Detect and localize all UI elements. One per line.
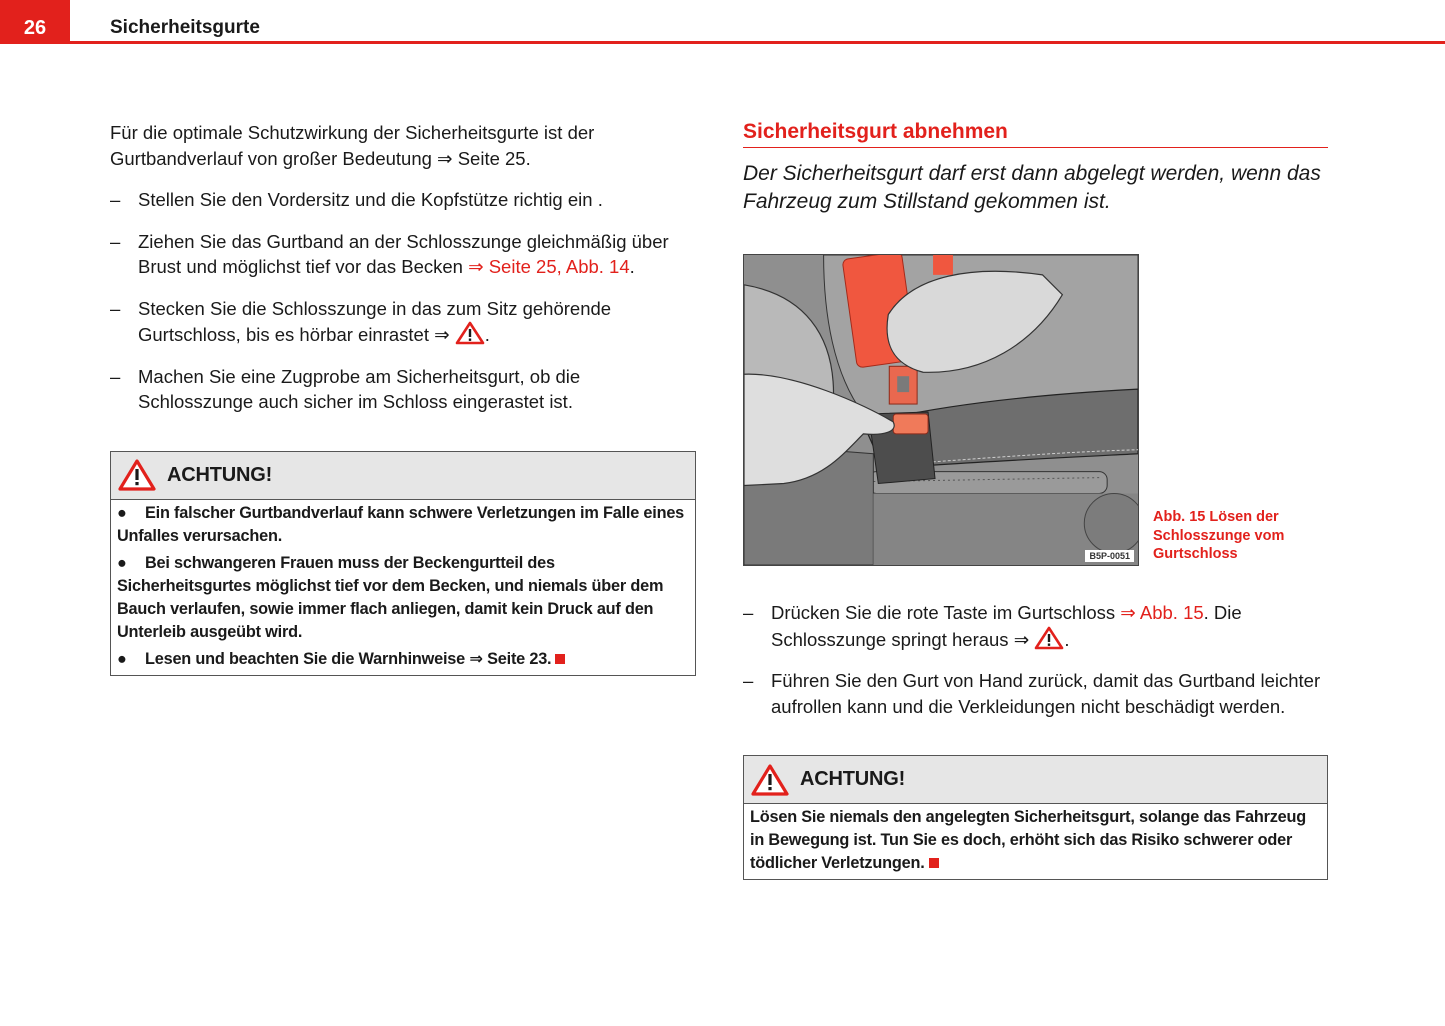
- step-text-continued: . Die Schlosszunge springt heraus ⇒: [771, 602, 1242, 650]
- end-mark-icon: [929, 858, 939, 868]
- bullet-dot: ●: [117, 649, 127, 668]
- bullet-dot: ●: [117, 503, 127, 522]
- warning-bullet: [117, 552, 689, 644]
- warning-body: [111, 500, 695, 675]
- warning-body: [744, 804, 1327, 879]
- step-item: [743, 668, 1328, 719]
- warning-header: [744, 756, 1327, 804]
- step-item: [110, 187, 696, 213]
- end-mark-icon: [555, 654, 565, 664]
- right-column: [743, 120, 1328, 880]
- step-text: Drücken Sie die rote Taste im Gurtschloss: [771, 602, 1121, 623]
- warning-bullet: [117, 648, 689, 671]
- bullet-dot: ●: [117, 553, 127, 572]
- warning-text: Lösen Sie niemals den angelegten Sicherheitsgurt, solange das Fahrzeug in Bewegung ist. Tun Sie es doch, erhöht sich das Risiko schwerer oder tödlicher Verletzungen.: [750, 808, 1306, 872]
- step-text: Führen Sie den Gurt von Hand zurück, damit das Gurtband leichter aufrollen kann und die Verkleidungen nicht beschädigt werden.: [771, 670, 1321, 717]
- dash-marker: –: [110, 365, 121, 387]
- dash-marker: –: [110, 189, 121, 210]
- dash-marker: –: [110, 230, 121, 252]
- step-text: Ziehen Sie das Gurtband an der Schlosszunge gleichmäßig über Brust und möglichst tief vor das Becken: [138, 230, 669, 277]
- warning-title: ACHTUNG!: [167, 463, 273, 486]
- page-number-text: 26: [23, 17, 47, 39]
- step-item: [110, 364, 696, 415]
- figure-link[interactable]: ⇒ Seite 25, Abb. 14: [468, 256, 630, 277]
- warning-triangle-icon[interactable]: [455, 321, 485, 345]
- seatbelt-illustration: [744, 255, 1138, 565]
- figure-row: [743, 254, 1328, 566]
- figure-caption: Abb. 15 Lösen der Schlosszunge vom Gurtschloss: [1153, 509, 1285, 562]
- warning-triangle-icon: [750, 763, 790, 797]
- figure-code: B5P-0051: [1085, 550, 1134, 562]
- warning-triangle-icon: [117, 458, 157, 492]
- lead-paragraph: Der Sicherheitsgurt darf erst dann abgelegt werden, wenn das Fahrzeug zum Stillstand gekommen ist.: [743, 162, 1321, 213]
- step-item: [110, 229, 696, 280]
- warning-triangle-icon[interactable]: [1034, 626, 1064, 650]
- right-steps: [743, 600, 1328, 719]
- warning-text: Bei schwangeren Frauen muss der Beckengurtteil des Sicherheitsgurtes möglichst tief vor dem Becken, und niemals über dem Bauch verlaufen, sowie immer flach anliegen, damit kein Druck auf den Unterleib ausgeübt wird.: [117, 553, 664, 641]
- warning-box: [743, 755, 1328, 880]
- step-text: Stellen Sie den Vordersitz und die Kopfstütze richtig ein .: [138, 189, 603, 210]
- punctuation: .: [629, 256, 635, 277]
- header-rule: [0, 41, 1445, 44]
- warning-bullet: [117, 502, 689, 548]
- step-item: [743, 600, 1328, 652]
- dash-marker: –: [110, 297, 121, 319]
- step-text: Machen Sie eine Zugprobe am Sicherheitsgurt, ob die Schlosszunge auch sicher im Schloss eingerastet ist.: [138, 365, 581, 412]
- punctuation: .: [484, 324, 490, 345]
- punctuation: .: [1064, 628, 1070, 650]
- page-number: [0, 0, 70, 44]
- intro-page-ref: Seite 25.: [452, 147, 531, 169]
- figure-seatbelt-release: [743, 254, 1139, 566]
- section-title: Sicherheitsgurt abnehmen: [743, 120, 1328, 148]
- intro-paragraph: [110, 120, 696, 171]
- arrow-ref: ⇒: [437, 147, 453, 169]
- figure-link[interactable]: ⇒ Abb. 15: [1120, 602, 1204, 623]
- running-header-title: Sicherheitsgurte: [110, 17, 260, 38]
- step-item: [110, 296, 696, 348]
- warning-text: Lesen und beachten Sie die Warnhinweise ⇒ Seite 23.: [145, 649, 552, 668]
- left-column: [110, 120, 696, 676]
- warning-title: ACHTUNG!: [800, 768, 906, 790]
- warning-text: Ein falscher Gurtbandverlauf kann schwere Verletzungen im Falle eines Unfalles verursachen.: [117, 503, 685, 545]
- warning-header: [111, 452, 695, 500]
- intro-text: Für die optimale Schutzwirkung der Sicherheitsgurte ist der Gurtbandverlauf von großer Bedeutung: [110, 122, 595, 169]
- dash-marker: –: [743, 670, 754, 691]
- warning-box: [110, 451, 696, 676]
- step-text: Stecken Sie die Schlosszunge in das zum Sitz gehörende Gurtschloss, bis es hörbar einrastet ⇒: [138, 297, 612, 345]
- dash-marker: –: [743, 602, 754, 623]
